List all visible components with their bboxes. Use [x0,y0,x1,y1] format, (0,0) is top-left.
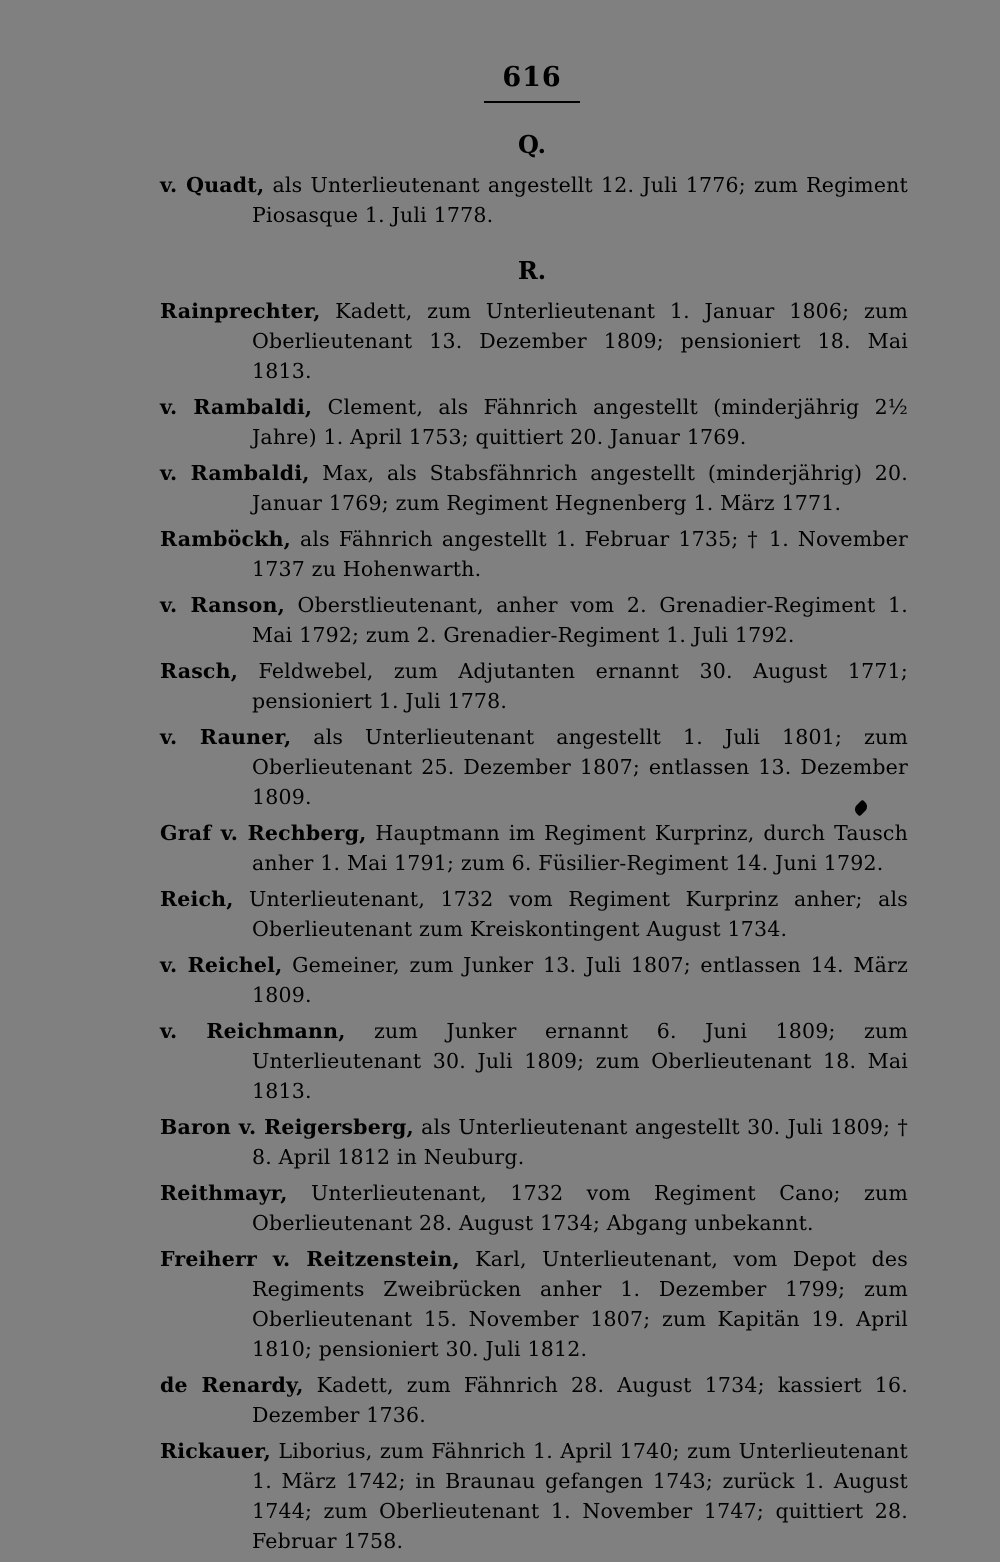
entry-reithmayr: Reithmayr, Unterlieutenant, 1732 vom Regiment Cano; zum Oberlieutenant 28. August 1734; Abgang unbekannt. [160,1181,908,1235]
page-number: 616 [502,62,562,93]
entry-rasch: Rasch, Feldwebel, zum Adjutanten ernannt 30. August 1771; pensioniert 1. Juli 1778. [160,659,908,713]
entry-reichmann: v. Reichmann, zum Junker ernannt 6. Juni 1809; zum Unterlieutenant 30. Juli 1809; zum Oberlieutenant 18. Mai 1813. [160,1019,908,1103]
entry-rambaldi-max: v. Rambaldi, Max, als Stabsfähnrich angestellt (minderjährig) 20. Januar 1769; zum Regiment Hegnenberg 1. März 1771. [160,461,909,515]
section-letter-q: Q. [517,130,547,159]
entry-rickauer: Rickauer, Liborius, zum Fähnrich 1. April 1740; zum Unterlieutenant 1. März 1742; in Braunau gefangen 1743; zurück 1. August 1744; zum Oberlieutenant 1. November 1747; quittiert 28. Februar 1758. [160,1439,908,1553]
section-q-entries [160,170,908,236]
section-r-entries [160,296,908,1562]
entry-reitzenstein: Freiherr v. Reitzenstein, Karl, Unterlieutenant, vom Depot des Regiments Zweibrücken anher 1. Dezember 1799; zum Oberlieutenant 15. November 1807; zum Kapitän 19. April 1810; pensioniert 30. Juli 1812. [160,1247,908,1361]
entry-rambockh: Ramböckh, als Fähnrich angestellt 1. Februar 1735; † 1. November 1737 zu Hohenwarth. [160,527,908,581]
entry-ranson: v. Ranson, Oberstlieutenant, anher vom 2. Grenadier-Regiment 1. Mai 1792; zum 2. Grenadier-Regiment 1. Juli 1792. [160,593,909,647]
entry-rechberg: Graf v. Rechberg, Hauptmann im Regiment Kurprinz, durch Tausch anher 1. Mai 1791; zum 6. Füsilier-Regiment 14. Juni 1792. [160,821,909,875]
page-number-rule [484,101,580,103]
entry-quadt: v. Quadt, als Unterlieutenant angestellt 12. Juli 1776; zum Regiment Piosasque 1. Juli 1778. [160,173,908,227]
entry-reich: Reich, Unterlieutenant, 1732 vom Regiment Kurprinz anher; als Oberlieutenant zum Kreiskontingent August 1734. [160,887,908,941]
entry-rauner: v. Rauner, als Unterlieutenant angestellt 1. Juli 1801; zum Oberlieutenant 25. Dezember 1807; entlassen 13. Dezember 1809. [160,725,908,809]
entry-rambaldi-clement: v. Rambaldi, Clement, als Fähnrich angestellt (minderjährig 2½ Jahre) 1. April 1753; quittiert 20. Januar 1769. [160,395,908,449]
section-letter-r: R. [517,256,547,285]
entry-rainprechter: Rainprechter, Kadett, zum Unterlieutenant 1. Januar 1806; zum Oberlieutenant 13. Dezember 1809; pensioniert 18. Mai 1813. [160,299,908,383]
entry-renardy: de Renardy, Kadett, zum Fähnrich 28. August 1734; kassiert 16. Dezember 1736. [160,1373,908,1427]
entry-reichel: v. Reichel, Gemeiner, zum Junker 13. Juli 1807; entlassen 14. März 1809. [160,953,908,1007]
entry-reigersberg: Baron v. Reigersberg, als Unterlieutenant angestellt 30. Juli 1809; † 8. April 1812 in Neuburg. [160,1115,908,1169]
